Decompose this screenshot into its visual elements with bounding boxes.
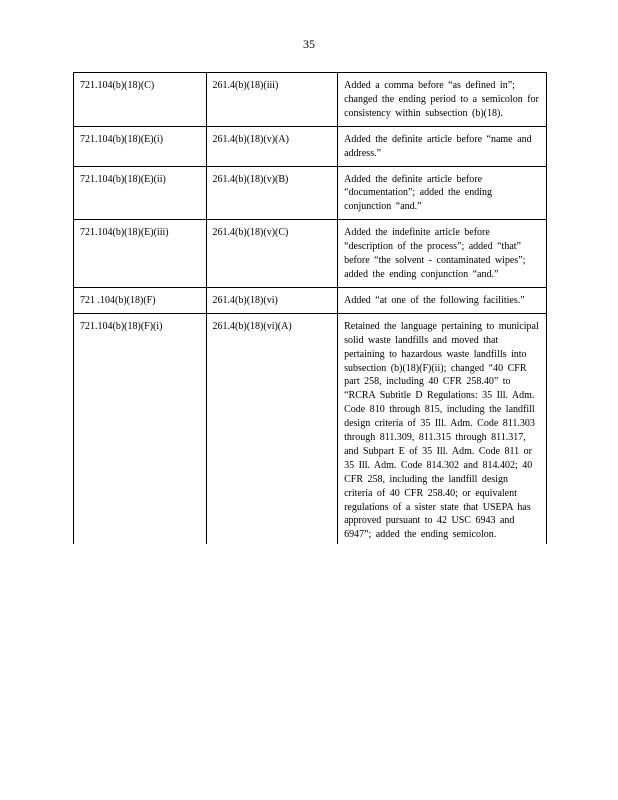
- section-cell: 721.104(b)(18)(C): [74, 73, 207, 127]
- rules-table: [73, 72, 547, 544]
- corresponding-cell: 261.4(b)(18)(vi): [206, 287, 338, 313]
- table-row: [74, 166, 547, 220]
- section-cell: 721.104(b)(18)(E)(ii): [74, 166, 207, 220]
- section-cell: 721.104(b)(18)(F)(i): [74, 313, 207, 544]
- table-row: [74, 126, 547, 166]
- page-number: 35: [303, 37, 315, 51]
- section-cell: 721.104(b)(18)(E)(i): [74, 126, 207, 166]
- note-cell: Added a comma before “as defined in”; changed the ending period to a semicolon for consistency within subsection (b)(18).: [338, 73, 547, 127]
- corresponding-cell: 261.4(b)(18)(v)(B): [206, 166, 338, 220]
- note-cell: Added “at one of the following facilities.”: [338, 287, 547, 313]
- note-cell: Added the definite article before “documentation”; added the ending conjunction “and.”: [338, 166, 547, 220]
- table-row: [74, 287, 547, 313]
- corresponding-cell: 261.4(b)(18)(vi)(A): [206, 313, 338, 544]
- section-cell: 721 .104(b)(18)(F): [74, 287, 207, 313]
- note-cell: Added the definite article before “name and address.”: [338, 126, 547, 166]
- corresponding-cell: 261.4(b)(18)(v)(A): [206, 126, 338, 166]
- table-row: [74, 220, 547, 288]
- section-cell: 721.104(b)(18)(E)(iii): [74, 220, 207, 288]
- note-cell: Retained the language pertaining to municipal solid waste landfills and moved that pertaining to hazardous waste landfills into subsection (b)(18)(F)(ii); changed “40 CFR part 258, including 40 CFR 258.40” to “RCRA Subtitle D Regulations: 35 Ill. Adm. Code 810 through 815, including the landfill design criteria of 35 Ill. Adm. Code 811.303 through 811.309, 811.315 through 811.317, and Subpart E of 35 Ill. Adm. Code 811 or 35 Ill. Adm. Code 814.302 and 814.402; 40 CFR 258, including the landfill design criteria of 40 CFR 258.40; or equivalent regulations of a sister state that USEPA has approved pursuant to 42 USC 6943 and 6947”; added the ending semicolon.: [338, 313, 547, 544]
- table-row: [74, 73, 547, 127]
- note-cell: Added the indefinite article before “description of the process”; added “that” before “the solvent - contaminated wipes”; added the ending conjunction “and.”: [338, 220, 547, 288]
- table-row: [74, 313, 547, 544]
- corresponding-cell: 261.4(b)(18)(iii): [206, 73, 338, 127]
- corresponding-cell: 261.4(b)(18)(v)(C): [206, 220, 338, 288]
